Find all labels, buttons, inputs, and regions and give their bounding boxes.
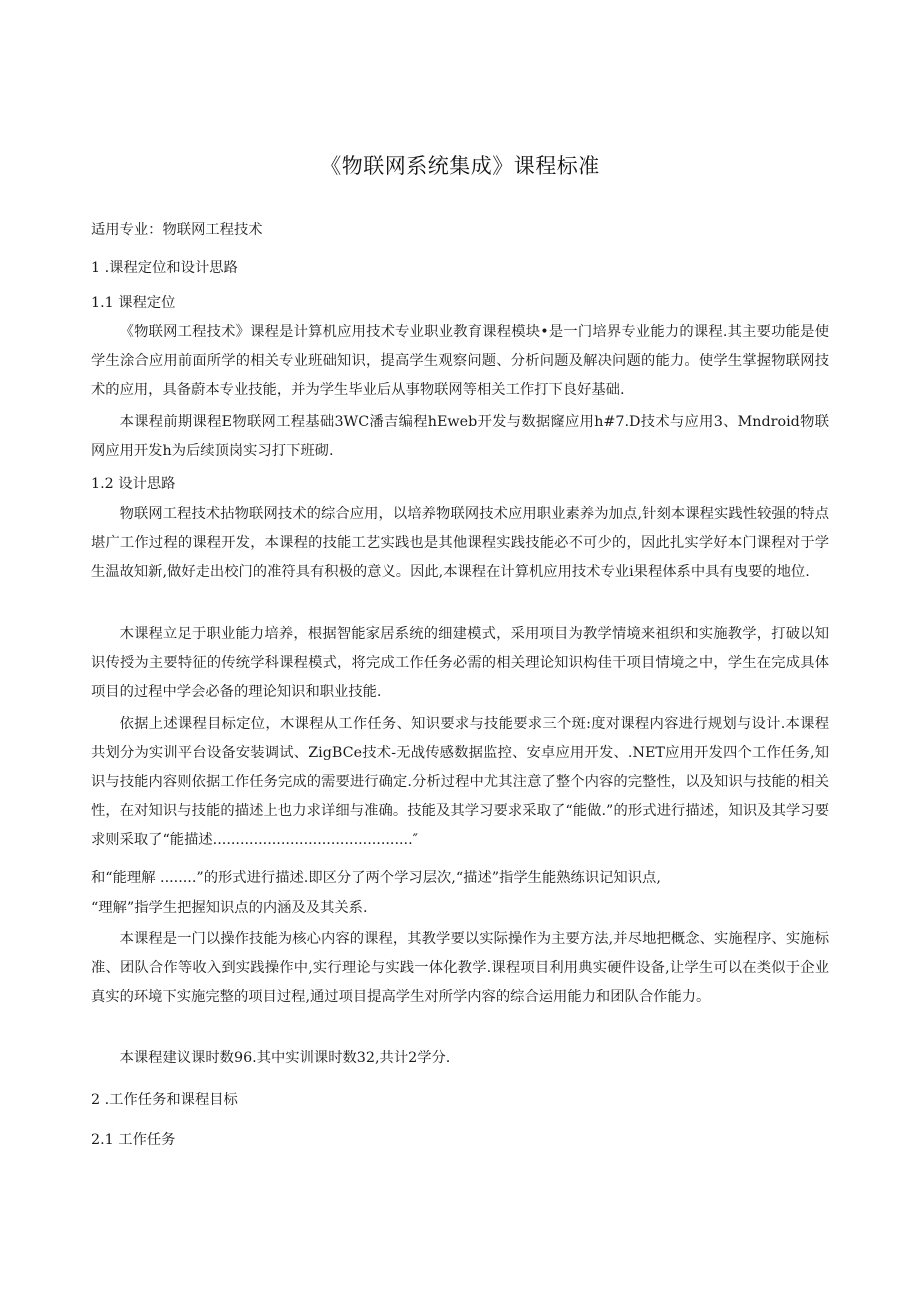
section-1-2-paragraph-3: 依据上述课程目标定位，木课程从工作任务、知识要求与技能要求三个斑:度对课程内容进行规划与设计.本课程共划分为实训平台设备安装调试、ZigBCe技术-无战传感数据监控、安卓应用开发、.NET应用开发四个工作任务,知识与技能内容则依据工作任务完成的需要进行确定.分析过程中尤其注意了整个内容的完整性，以及知识与技能的相关性，在对知识与技能的描述上也力求详细与准确。技能及其学习要求采取了“能做.”的形式进行描述，知识及其学习要求则采取了“能描述............................................″ bbox=[91, 716, 829, 848]
section-2-heading: 2 .工作任务和课程目标 bbox=[91, 1092, 238, 1108]
section-1-2-heading: 1.2 设计思路 bbox=[91, 476, 176, 492]
section-1-2-paragraph-5: 本课程建议课时数96.其中实训课时数32,共计2学分. bbox=[119, 1050, 451, 1066]
section-2-1-heading: 2.1 工作任务 bbox=[91, 1132, 176, 1148]
section-1-2-paragraph-2: 木课程立足于职业能力培养，根据智能家居系统的细建模式，采用项目为教学情境来祖织和实施教学，打破以知识传授为主要特征的传统学科课程模式，将完成工作任务必需的相关理论知识构佳干项目情境之中，学生在完成具体项目的过程中学会必备的理论知识和职业技能. bbox=[91, 626, 829, 700]
section-1-2-paragraph-3-line-3: “理解”指学生把握知识点的内涵及及其关系. bbox=[91, 900, 368, 916]
applicable-major: 适用专业：物联网工程技术 bbox=[91, 222, 263, 238]
section-1-1-paragraph-1: 《物联网工程技术》课程是计算机应用技术专业职业教育课程模块•是一门培界专业能力的课程.其主要功能是使学生涂合应用前面所学的相关专业班础知识，提高学生观察问题、分析问题及解决问题的能力。使学生掌握物联网技术的应用，具备蔚本专业技能，并为学生毕业后从事物联网等相关工作打下良好基础. bbox=[91, 324, 829, 398]
section-1-2-paragraph-3-line-2: 和“能理解 ........”的形式进行描述.即区分了两个学习层次,“描述”指学生能熟练识记知识点, bbox=[91, 870, 661, 886]
document-title: 《物联网系统集成》课程标准 bbox=[320, 154, 600, 178]
section-1-2-paragraph-1: 物联网工程技术拈物联网技术的综合应用，以培养物联网技术应用职业素养为加点,针刻本课程实践性较强的特点堪广工作过程的课程开发，本课程的技能工艺实践也是其他课程实践技能必不可少的，因此扎实学好本门课程对于学生温故知新,做好走出校门的准符具有积极的意义。因此,本课程在计算机应用技术专业i果程体系中具有曳要的地位. bbox=[91, 506, 829, 580]
section-1-heading: 1 .课程定位和设计思路 bbox=[91, 260, 238, 276]
section-1-2-paragraph-4: 本课程是一门以操作技能为核心内容的课程，其教学要以实际操作为主要方法,并尽地把概念、实施程序、实施标准、团队合作等收入到实践操作中,实行理论与实践一体化教学.课程项目利用典实硬件设备,让学生可以在类似于企业真实的环境下实施完整的项目过程,通过项目提高学生对所学内容的综合运用能力和团队合作能力。 bbox=[91, 931, 829, 1005]
section-1-1-paragraph-2: 本课程前期课程E物联网工程基础3WC潘吉编程hEweb开发与数据窿应用h#7.D技术与应用3、Mndroid物联网应用开发h为后续顶岗实习打下班砌. bbox=[91, 414, 829, 459]
section-1-1-heading: 1.1 课程定位 bbox=[91, 295, 176, 311]
